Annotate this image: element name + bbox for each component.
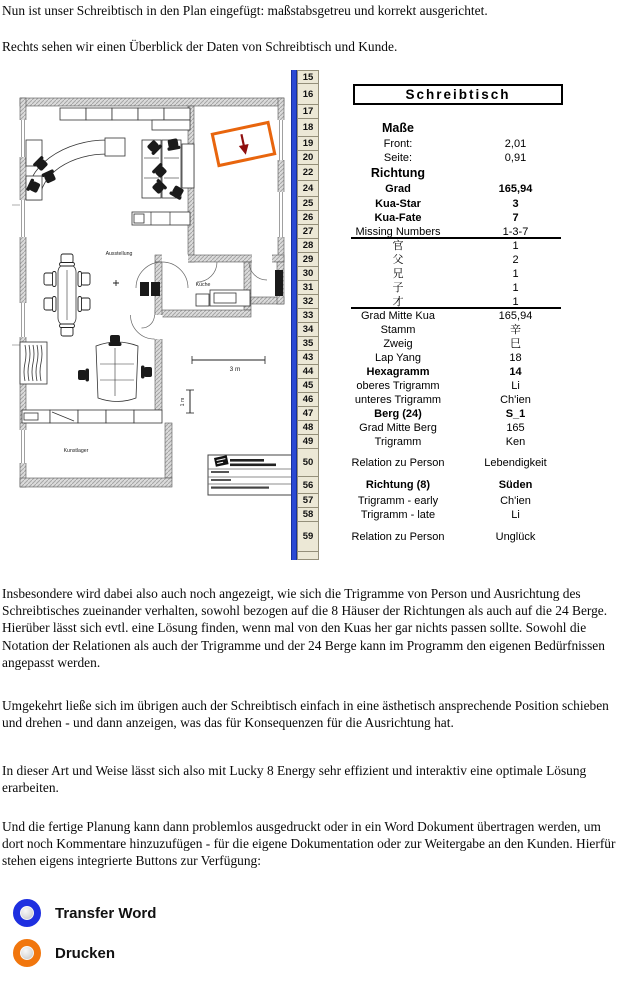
section-label: Richtung xyxy=(370,166,426,180)
row-value: Lebendigkeit xyxy=(484,456,547,469)
print-ring-icon[interactable] xyxy=(13,939,41,967)
row-value: 1 xyxy=(512,239,519,252)
table-row xyxy=(297,421,580,435)
body-paragraph-4: Umgekehrt ließe sich im übrigen auch der Schreibtisch einfach in eine ästhetisch ansprechende Position schieben und drehen - und dann anzeigen, was das für Konsequenzen für die Ausrichtung hat. xyxy=(2,698,609,731)
row-label: Relation zu Person xyxy=(351,530,445,543)
row-content xyxy=(319,421,580,435)
table-row xyxy=(297,449,580,477)
table-row xyxy=(297,137,580,151)
row-label: Grad Mitte Berg xyxy=(359,421,437,434)
table-row xyxy=(297,309,580,323)
row-value: Unglück xyxy=(495,530,536,543)
row-label: Hexagramm xyxy=(366,365,430,378)
row-content xyxy=(319,137,580,151)
excel-window-edge xyxy=(291,70,297,560)
row-label: Trigramm - early xyxy=(357,494,439,507)
row-header-cell[interactable]: 24 xyxy=(297,181,319,197)
table-row xyxy=(297,151,580,165)
row-header-cell[interactable]: 49 xyxy=(297,435,319,449)
row-content xyxy=(319,281,580,295)
row-label: Relation zu Person xyxy=(351,456,445,469)
row-header-cell[interactable]: 35 xyxy=(297,337,319,351)
body-paragraph-6: Und die fertige Planung kann dann problemlos ausgedruckt oder in ein Word Dokument übertragen werden, um dort noch Kommentare hinzuzufügen - für die eigene Dokumentation oder zur Weitergabe an den Kunden. Hierfür stehen eigens integrierte Buttons zur Verfügung: xyxy=(2,819,616,869)
row-content xyxy=(319,225,580,239)
table-row xyxy=(297,323,580,337)
row-header-cell[interactable]: 59 xyxy=(297,522,319,552)
table-row xyxy=(297,225,580,239)
section-label: Maße xyxy=(382,121,414,135)
row-header-cell[interactable]: 56 xyxy=(297,477,319,494)
row-content xyxy=(319,337,580,351)
row-label: Richtung (8) xyxy=(365,479,431,491)
row-header-cell[interactable]: 25 xyxy=(297,197,319,211)
table-row xyxy=(297,239,580,253)
row-content xyxy=(319,253,580,267)
row-header-cell[interactable]: 16 xyxy=(297,84,319,105)
table-row xyxy=(297,295,580,309)
excel-data-panel xyxy=(291,70,580,560)
row-value: 辛 xyxy=(510,323,521,336)
row-header-cell[interactable]: 43 xyxy=(297,351,319,365)
row-content xyxy=(319,105,580,119)
row-header-cell[interactable]: 45 xyxy=(297,379,319,393)
table-row xyxy=(297,105,580,119)
row-content xyxy=(319,365,580,379)
row-content xyxy=(319,119,580,137)
row-value: Ch'ien xyxy=(500,393,531,406)
desk-direction-arrow-icon xyxy=(237,133,251,156)
panel-title: Schreibtisch xyxy=(353,84,563,105)
table-row xyxy=(297,281,580,295)
body-paragraph-3: Insbesondere wird dabei also auch noch angezeigt, wie sich die Trigramme von Person und Ausrichtung des Schreibtisches zueinander verhalten, sowohl bezogen auf die 8 Häuser der Richtungen als auch auf die 24 Berge. Hierüber lässt sich evtl. eine Lösung finden, wenn mal von den Kuas her gar nichts passen sollte. Sowohl die Notation der Relationen als auch der Trigramme und der 24 Berge kann im Programm den eigenen Bedürfnissen angepasst werden. xyxy=(2,586,608,670)
plan-marker-cross xyxy=(113,280,119,286)
row-content xyxy=(319,449,580,477)
row-content xyxy=(319,508,580,522)
row-label: 官 xyxy=(392,239,404,252)
row-value: Ken xyxy=(505,435,526,448)
floor-plan xyxy=(12,92,292,567)
table-row xyxy=(297,337,580,351)
row-header-cell[interactable]: 26 xyxy=(297,211,319,225)
row-value: 1-3-7 xyxy=(502,225,529,238)
table-row xyxy=(297,84,580,105)
row-value: 3 xyxy=(512,197,519,210)
row-header-cell[interactable]: 28 xyxy=(297,239,319,253)
row-content xyxy=(319,84,580,105)
row-content xyxy=(319,435,580,449)
row-value: 2,01 xyxy=(504,137,527,150)
row-header-cell[interactable]: 17 xyxy=(297,105,319,119)
row-header-cell[interactable] xyxy=(297,552,319,560)
row-label: Lap Yang xyxy=(374,351,422,364)
row-content xyxy=(319,477,580,494)
table-row xyxy=(297,393,580,407)
row-header-cell[interactable]: 15 xyxy=(297,70,319,84)
row-value: Ch'ien xyxy=(500,494,531,507)
row-content xyxy=(319,494,580,508)
transfer-word-label: Transfer Word xyxy=(55,904,157,922)
row-header-cell[interactable]: 33 xyxy=(297,309,319,323)
table-row xyxy=(297,211,580,225)
word-ring-icon[interactable] xyxy=(13,899,41,927)
row-content xyxy=(319,351,580,365)
row-value: S_1 xyxy=(505,407,526,420)
row-value: 165 xyxy=(506,421,525,434)
row-value: 巳 xyxy=(510,337,521,350)
plan-furniture xyxy=(20,108,283,423)
row-header-cell[interactable]: 19 xyxy=(297,137,319,151)
row-label: Front: xyxy=(383,137,413,150)
row-value: Li xyxy=(511,379,520,392)
scale-bar xyxy=(180,356,265,413)
row-label: oberes Trigramm xyxy=(356,379,440,392)
table-row xyxy=(297,552,580,560)
row-content xyxy=(319,239,580,253)
row-content xyxy=(319,393,580,407)
row-header-cell[interactable]: 48 xyxy=(297,421,319,435)
row-label: 子 xyxy=(392,281,404,294)
row-label: Grad Mitte Kua xyxy=(361,309,435,322)
table-row xyxy=(297,165,580,181)
table-row xyxy=(297,379,580,393)
row-content xyxy=(319,309,580,323)
table-row xyxy=(297,435,580,449)
row-value: 2 xyxy=(512,253,519,266)
row-label: Trigramm xyxy=(374,435,422,448)
row-header-cell[interactable]: 58 xyxy=(297,508,319,522)
row-header-cell[interactable]: 30 xyxy=(297,267,319,281)
scale-label: 3 m xyxy=(229,366,241,373)
row-header-cell[interactable]: 57 xyxy=(297,494,319,508)
row-label: Grad xyxy=(385,182,411,195)
print-button-label: Drucken xyxy=(55,944,116,962)
table-row xyxy=(297,70,580,84)
row-value: 7 xyxy=(512,211,519,224)
table-row xyxy=(297,351,580,365)
scale-v-label: 1 m xyxy=(180,397,186,407)
room-label-ausstellung: Ausstellung xyxy=(105,251,133,257)
row-content xyxy=(319,522,580,552)
row-content xyxy=(319,165,580,181)
table-row xyxy=(297,181,580,197)
row-value: 165,94 xyxy=(498,182,533,195)
row-header-cell[interactable]: 50 xyxy=(297,449,319,477)
row-label: Berg (24) xyxy=(374,407,422,420)
row-header-cell[interactable]: 32 xyxy=(297,295,319,309)
row-header-cell[interactable]: 47 xyxy=(297,407,319,421)
row-label: Missing Numbers xyxy=(355,225,441,238)
row-header-cell[interactable]: 29 xyxy=(297,253,319,267)
table-row xyxy=(297,522,580,552)
row-label: unteres Trigramm xyxy=(354,393,442,406)
table-row xyxy=(297,494,580,508)
table-row xyxy=(297,508,580,522)
row-content xyxy=(319,181,580,197)
row-label: 父 xyxy=(392,253,404,266)
row-label: Zweig xyxy=(383,337,413,350)
excel-rows xyxy=(297,70,580,560)
row-header-cell[interactable]: 18 xyxy=(297,119,319,137)
row-value: 18 xyxy=(509,351,522,364)
row-label: Stamm xyxy=(380,323,416,336)
table-row xyxy=(297,197,580,211)
row-value: 14 xyxy=(509,365,522,378)
row-label: Seite: xyxy=(383,151,413,164)
row-content xyxy=(319,151,580,165)
intro-paragraph-2: Rechts sehen wir einen Überblick der Daten von Schreibtisch und Kunde. xyxy=(2,39,398,54)
body-paragraph-5: In dieser Art und Weise lässt sich also mit Lucky 8 Energy sehr effizient und interaktiv eine optimale Lösung erarbeiten. xyxy=(2,763,587,796)
row-value: Süden xyxy=(498,479,533,491)
placed-desk[interactable] xyxy=(212,122,274,165)
table-row xyxy=(297,477,580,494)
intro-paragraph-1: Nun ist unser Schreibtisch in den Plan eingefügt: maßstabsgetreu und korrekt ausgerichtet. xyxy=(2,3,488,18)
row-header-cell[interactable]: 44 xyxy=(297,365,319,379)
row-content xyxy=(319,267,580,281)
row-value: Li xyxy=(511,508,520,521)
room-label-kunstlager: Kunstlager xyxy=(63,448,89,454)
table-row xyxy=(297,365,580,379)
row-label: Kua-Star xyxy=(375,197,421,210)
row-label: 才 xyxy=(392,295,404,308)
row-content xyxy=(319,379,580,393)
table-row xyxy=(297,267,580,281)
row-content xyxy=(319,211,580,225)
row-label: Kua-Fate xyxy=(374,211,422,224)
row-header-cell[interactable]: 20 xyxy=(297,151,319,165)
row-content xyxy=(319,70,580,84)
row-header-cell[interactable]: 22 xyxy=(297,165,319,181)
table-row xyxy=(297,407,580,421)
print-button[interactable] xyxy=(13,939,115,967)
row-header-cell[interactable]: 34 xyxy=(297,323,319,337)
plan-title-block xyxy=(208,455,292,495)
row-header-cell[interactable]: 31 xyxy=(297,281,319,295)
row-header-cell[interactable]: 46 xyxy=(297,393,319,407)
table-row xyxy=(297,253,580,267)
room-label-kueche: Küche xyxy=(195,282,211,288)
row-value: 0,91 xyxy=(504,151,527,164)
row-content xyxy=(319,323,580,337)
transfer-word-button[interactable] xyxy=(13,899,156,927)
row-content xyxy=(319,197,580,211)
row-value: 165,94 xyxy=(498,309,533,322)
row-value: 1 xyxy=(512,281,519,294)
row-label: Trigramm - late xyxy=(360,508,436,521)
row-value: 1 xyxy=(512,267,519,280)
row-content xyxy=(319,407,580,421)
row-content xyxy=(319,295,580,309)
row-value: 1 xyxy=(512,295,519,308)
table-row xyxy=(297,119,580,137)
row-label: 兄 xyxy=(392,267,404,280)
row-header-cell[interactable]: 27 xyxy=(297,225,319,239)
